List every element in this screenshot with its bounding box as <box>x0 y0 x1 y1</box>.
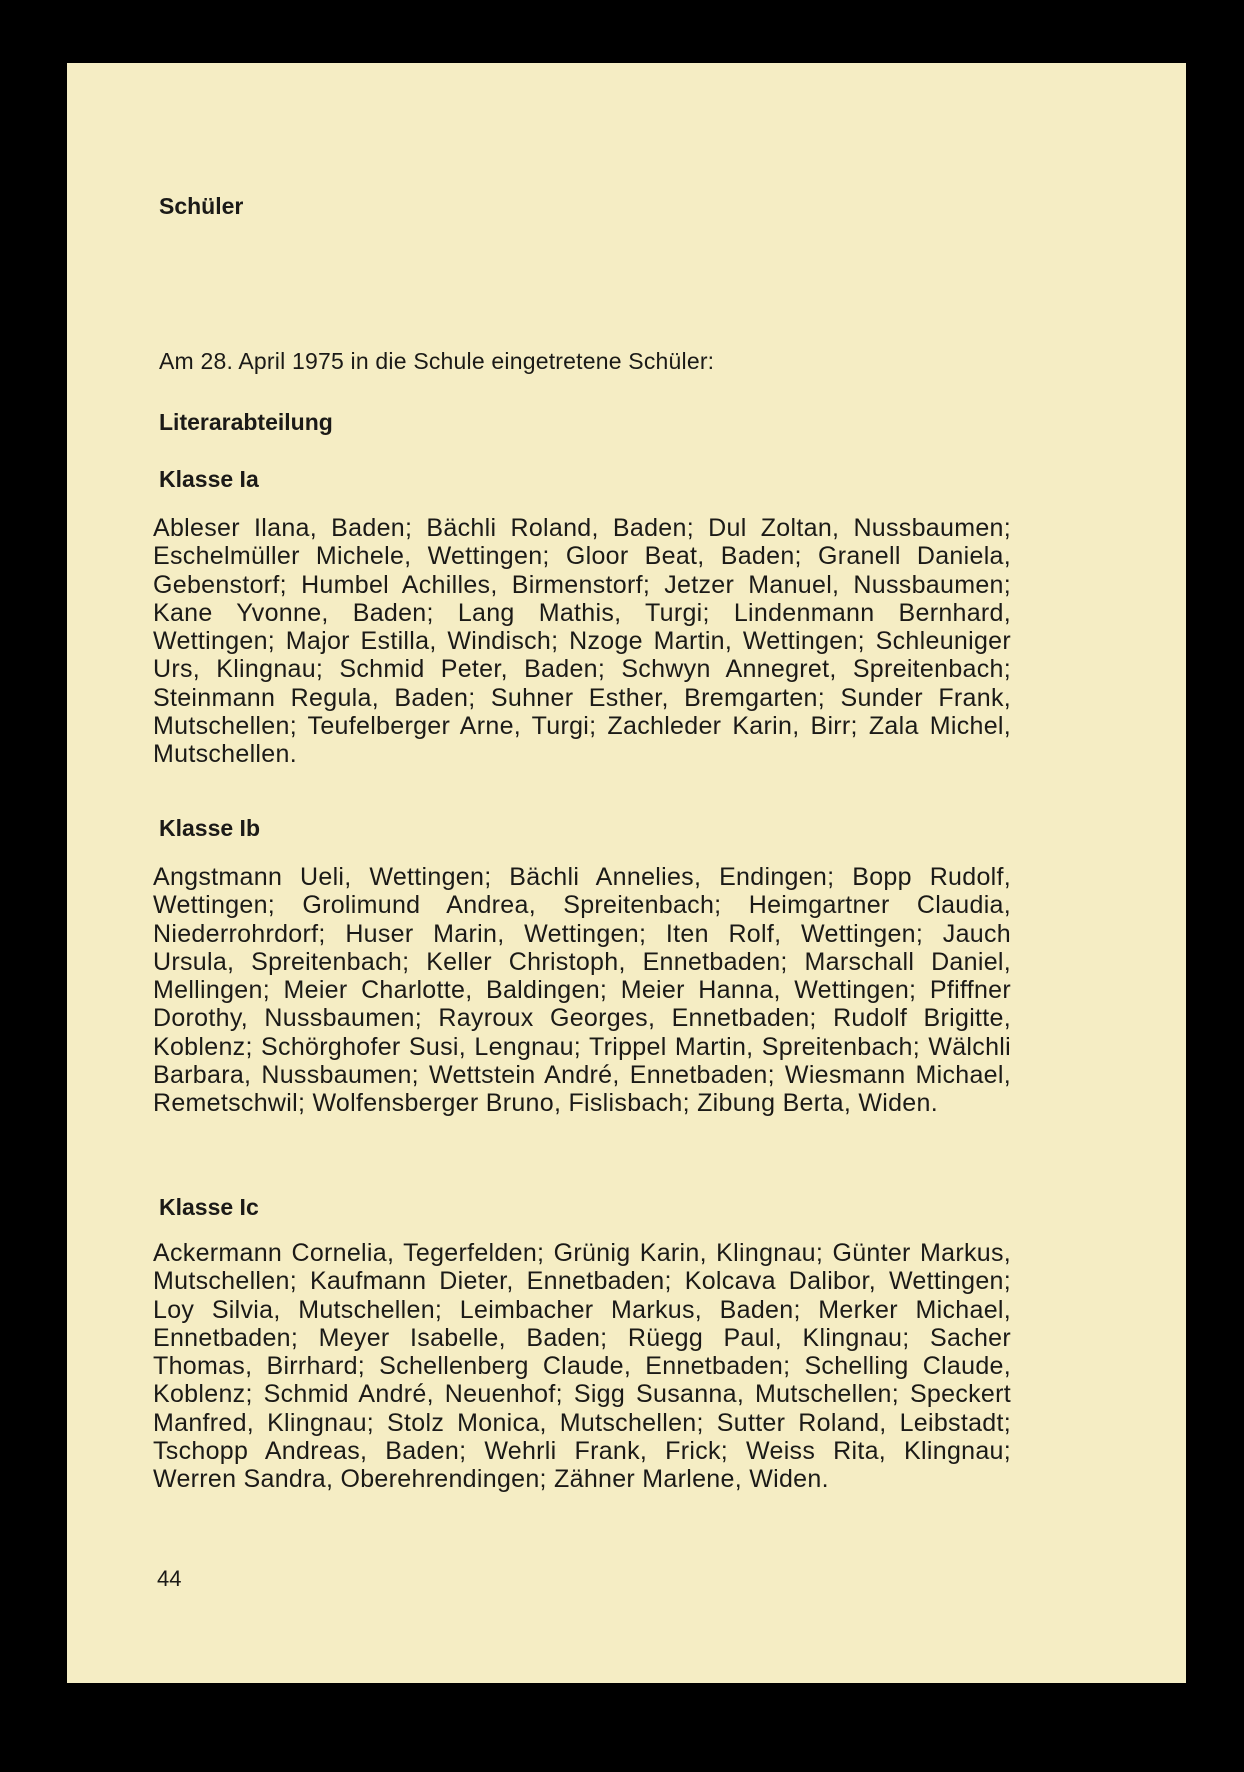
page-number: 44 <box>157 1566 182 1591</box>
class-ia-heading: Klasse Ia <box>159 466 259 492</box>
class-ib-students: Angstmann Ueli, Wettingen; Bächli Annelies, Endingen; Bopp Rudolf, Wettingen; Grolimund Andrea, Spreitenbach; Heimgartner Claudia, Niederrohrdorf; Huser Marin, Wettingen; Iten Rolf, Wettingen; Jauch Ursula, Spreitenbach; Keller Christoph, Ennetbaden; Marschall Daniel, Mellingen; Meier Charlotte, Baldingen; Meier Hanna, Wettingen; Pfiffner Dorothy, Nussbaumen; Rayroux Georges, Ennetbaden; Rudolf Brigitte, Koblenz; Schörghofer Susi, Lengnau; Trippel Martin, Spreitenbach; Wälchli Barbara, Nussbaumen; Wettstein André, Ennetbaden; Wiesmann Michael, Remetschwil; Wolfensberger Bruno, Fislisbach; Zibung Berta, Widen. <box>153 863 1011 1118</box>
class-ic-heading: Klasse Ic <box>159 1194 259 1220</box>
document-page <box>67 63 1186 1683</box>
department-heading: Literarabteilung <box>159 409 333 435</box>
page-title: Schüler <box>159 193 244 219</box>
intro-text: Am 28. April 1975 in die Schule eingetretene Schüler: <box>159 348 715 374</box>
class-ib-heading: Klasse Ib <box>159 815 260 841</box>
class-ia-students: Ableser Ilana, Baden; Bächli Roland, Baden; Dul Zoltan, Nussbaumen; Eschelmüller Michele, Wettingen; Gloor Beat, Baden; Granell Daniela, Gebenstorf; Humbel Achilles, Birmenstorf; Jetzer Manuel, Nussbaumen; Kane Yvonne, Baden; Lang Mathis, Turgi; Lindenmann Bernhard, Wettingen; Major Estilla, Windisch; Nzoge Martin, Wettingen; Schleuniger Urs, Klingnau; Schmid Peter, Baden; Schwyn Annegret, Spreitenbach; Steinmann Regula, Baden; Suhner Esther, Bremgarten; Sunder Frank, Mutschellen; Teufelberger Arne, Turgi; Zachleder Karin, Birr; Zala Michel, Mutschellen. <box>153 514 1011 769</box>
class-ic-students: Ackermann Cornelia, Tegerfelden; Grünig Karin, Klingnau; Günter Markus, Mutschellen; Kaufmann Dieter, Ennetbaden; Kolcava Dalibor, Wettingen; Loy Silvia, Mutschellen; Leimbacher Markus, Baden; Merker Michael, Ennetbaden; Meyer Isabelle, Baden; Rüegg Paul, Klingnau; Sacher Thomas, Birrhard; Schellenberg Claude, Ennetbaden; Schelling Claude, Koblenz; Schmid André, Neuenhof; Sigg Susanna, Mutschellen; Speckert Manfred, Klingnau; Stolz Monica, Mutschellen; Sutter Roland, Leibstadt; Tschopp Andreas, Baden; Wehrli Frank, Frick; Weiss Rita, Klingnau; Werren Sandra, Oberehrendingen; Zähner Marlene, Widen. <box>153 1239 1011 1494</box>
